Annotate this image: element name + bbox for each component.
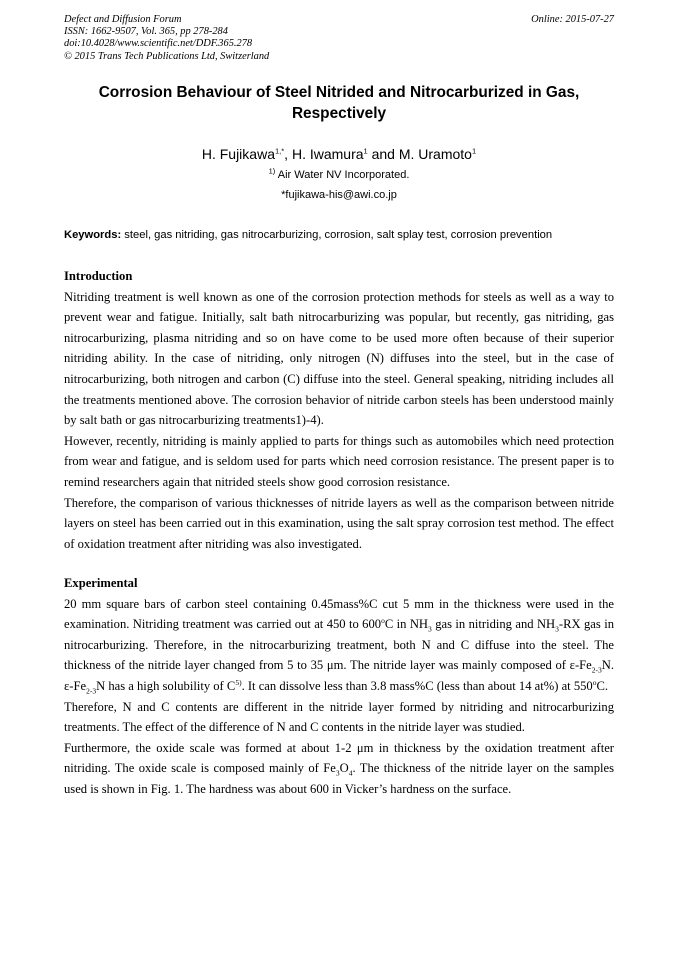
text-run: Furthermore, the oxide scale was formed at about 1-2 μm in thickness by the oxidation treatment after nitriding. The oxide scale is composed mainly of Fe — [64, 740, 614, 776]
author-name: M. Uramoto — [398, 146, 472, 162]
affiliation-name: Air Water NV Incorporated. — [275, 169, 410, 181]
text-run: N has a high solubility of C — [96, 678, 236, 693]
text-run: 20 mm square bars of carbon steel containing 0.45mass%C cut 5 mm in the thickness were used in the examination. Nitriding treatment was carried out at 450 to 600 — [64, 596, 614, 632]
text-run: N. ε-Fe — [64, 658, 614, 693]
text-run: C. — [596, 678, 609, 693]
introduction-section — [64, 266, 614, 554]
author-affiliation-mark: 1 — [471, 146, 477, 156]
online-date-text: Online: 2015-07-27 — [531, 14, 614, 25]
paragraph — [64, 594, 614, 697]
author-affiliation-mark: 1 — [363, 146, 368, 156]
doi-line: doi:10.4028/www.scientific.net/DDF.365.278 — [64, 38, 253, 50]
paragraph: Therefore, the comparison of various thicknesses of nitride layers as well as the comparison between nitride layers on steel has been carried out in this examination, using the salt spray corrosion test method. The effect of oxidation treatment after nitriding was also investigated. — [64, 495, 614, 551]
affiliation-line — [64, 165, 614, 185]
keywords-line — [64, 227, 624, 243]
text-run: . It can dissolve less than 3.8 mass%C (less than about 14 at%) at 550 — [241, 678, 593, 693]
subscript: 2-3 — [591, 665, 602, 675]
author-name: H. Fujikawa — [201, 146, 275, 162]
section-heading: Experimental — [64, 576, 138, 590]
keywords-text: steel, gas nitriding, gas nitrocarburizing, corrosion, salt splay test, corrosion prevention — [121, 229, 553, 241]
copyright-line: © 2015 Trans Tech Publications Ltd, Switzerland — [64, 50, 270, 62]
paragraph — [64, 738, 614, 800]
reference-mark: 5) — [235, 677, 242, 687]
text-run: . The thickness of the nitride layer on the samples used is shown in Fig. 1. The hardness was about 600 in Vicker’s hardness on the surface. — [64, 761, 614, 796]
text-run: O — [339, 761, 349, 776]
text-run: C in NH — [384, 617, 429, 632]
degree-mark: o — [592, 677, 597, 687]
degree-mark: o — [381, 616, 385, 625]
author-affiliation-mark: 1,* — [274, 146, 285, 156]
author-name: H. Iwamura — [291, 146, 364, 162]
subscript: 3 — [555, 624, 559, 634]
subscript: 3 — [428, 624, 432, 634]
affiliation-block — [64, 165, 614, 205]
paragraph: Nitriding treatment is well known as one of the corrosion protection methods for steels as well as a way to prevent wear and fatigue. Initially, salt bath nitrocarburizing was popular, but recently, gas nitriding, gas nitrocarburizing, plasma nitriding and so on have come to be used more often because of their superior nitriding ability. In the case of nitriding, only nitrogen (N) diffuses into the steel, but in the case of nitrocarburizing, both nitrogen and carbon (C) diffuse into the steel. General speaking, nitriding includes all the treatments mentioned above. The corrosion behavior of nitride carbon steels has been understood mainly by salt bath or gas nitrocarburizing treatments1)-4). — [64, 289, 614, 428]
text-run: -RX gas in nitrocarburizing. Therefore, in the nitrocarburizing treatment, both N and C diffuse into the steel. The thickness of the nitride layer changed from 5 to 35 μm. The nitride layer was mainly composed of ε-Fe — [64, 617, 614, 673]
keywords-label: Keywords: — [64, 229, 122, 241]
section-heading: Introduction — [64, 269, 133, 283]
text-run: gas in nitriding and NH — [431, 617, 556, 632]
subscript: 3 — [335, 768, 340, 778]
author-separator: , — [284, 146, 292, 162]
journal-name: Defect and Diffusion Forum — [64, 14, 182, 25]
subscript: 4 — [348, 768, 353, 778]
journal-header — [64, 14, 269, 63]
author-list — [64, 145, 614, 163]
issn-line: ISSN: 1662-9507, Vol. 365, pp 278-284 — [64, 26, 228, 38]
paragraph: Therefore, N and C contents are different in the nitride layer formed by nitriding and nitrocarburizing treatments. The effect of the difference of N and C contents in the nitride layer was studied. — [64, 699, 614, 735]
online-date — [531, 14, 614, 26]
subscript: 2-3 — [86, 686, 97, 696]
author-separator: and — [367, 146, 399, 162]
paragraph: However, recently, nitriding is mainly applied to parts for things such as automobiles which need protection from wear and fatigue, and is seldom used for parts which need corrosion resistance. The present paper is to remind researchers again that nitrided steels show good corrosion resistance. — [64, 433, 614, 489]
paper-title: Corrosion Behaviour of Steel Nitrided and Nitrocarburized in Gas, Respectively — [98, 84, 580, 122]
affiliation-mark: 1) — [268, 166, 276, 176]
corresponding-email[interactable]: *fujikawa-his@awi.co.jp — [281, 189, 397, 201]
experimental-section — [64, 573, 614, 800]
